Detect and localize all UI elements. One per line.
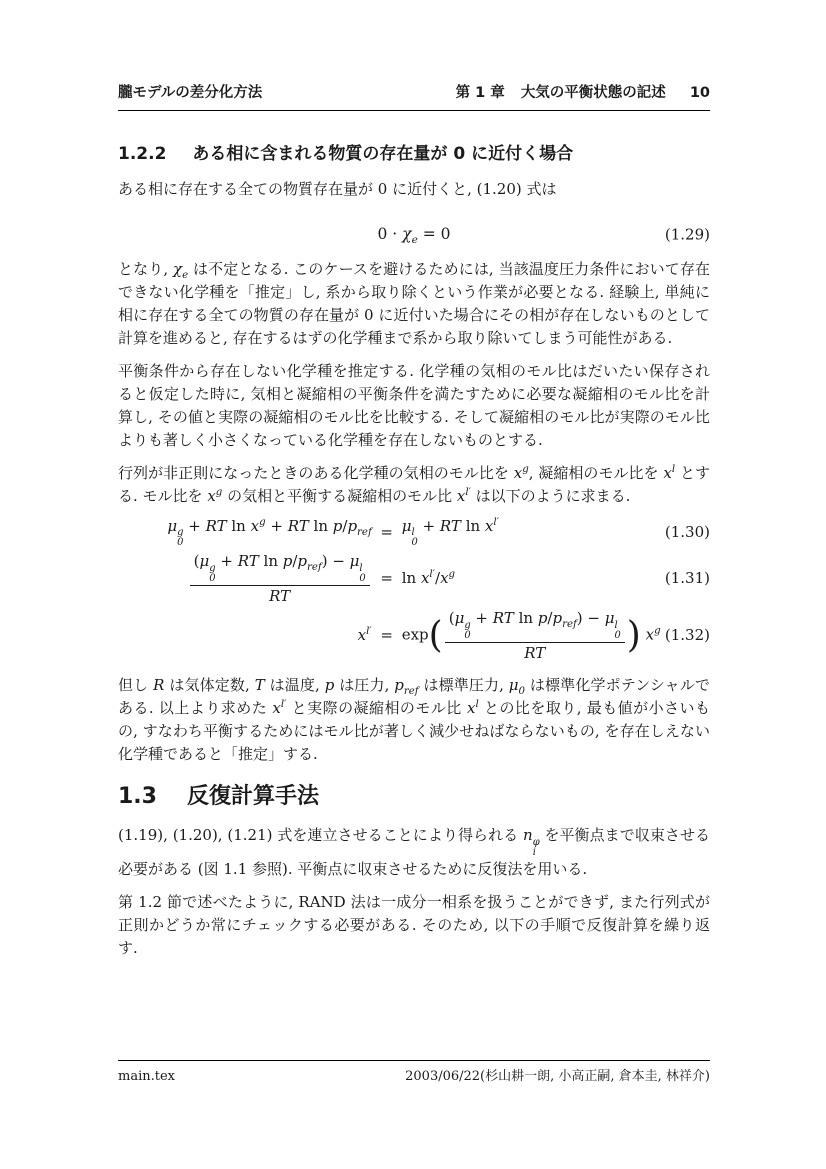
section-title: 反復計算手法: [186, 784, 319, 810]
paragraph-molar-ratio: 行列が非正則になったときのある化学種の気相のモル比を $x^g$, 凝縮相のモル比を $x^l$ とする. モル比を $x^g$ の気相と平衡する凝縮相のモル比 $x^{l'}$ は以下のように求まる.: [118, 464, 710, 505]
equation-1-32-lhs: $x^{l'}$: [357, 626, 372, 645]
footer-filename: main.tex: [118, 1069, 175, 1084]
equation-1-31-lhs: (μ g 0 + RT $\ln p/p_{ref}) - \mu$ l 0 RT: [188, 552, 372, 605]
equation-1-32-number: (1.32): [664, 626, 710, 645]
chapter-label: 第 1 章: [455, 85, 505, 101]
paragraph-estimate: 平衡条件から存在しない化学種を推定する. 化学種の気相のモル比はだいたい保存されると仮定した時に, 気相と凝縮相の平衡条件を満たすために必要な凝縮相のモル比を計算し, その値と実際の凝縮相のモル比を比較する. そして凝縮相のモル比が実際のモル比よりも著しく小さくなっている化学種を存在しないものとする.: [118, 362, 710, 449]
header-right: [456, 84, 710, 102]
section-1-2-2-heading: [118, 142, 710, 166]
section-1-3-heading: [118, 782, 710, 812]
paragraph-constants: 但し R は気体定数, T は温度, p は圧力, $p_{ref}$ は標準圧力, $\mu_0$ は標準化学ポテンシャルである. 以上より求めた $x^{l'}$ と実際の凝縮相のモル比 $x^l$ との比を取り, 最も値が小さいもの, すなわち平衡するためにはモル比が著しく減少せねばならないもの, を存在しえない化学種であると「推定」する.: [118, 676, 710, 764]
paragraph-rand-note: 第 1.2 節で述べたように, RAND 法は一成分一相系を扱うことができず, また行列式が正則かどうか常にチェックする必要がある. そのため, 以下の手順で反復計算を繰り返す.: [118, 892, 710, 957]
page-content: [118, 84, 710, 960]
chapter-title: 大気の平衡状態の記述: [520, 85, 666, 101]
footer-date-authors: 2003/06/22(杉山耕一朗, 小高正嗣, 倉本圭, 林祥介): [405, 1069, 710, 1084]
equation-1-31-number: (1.31): [664, 569, 710, 588]
equation-1-30-relation: =: [380, 522, 393, 541]
equation-1-29-body: $0 \cdot \chi_e = 0$: [377, 225, 451, 247]
page-footer: [118, 1060, 710, 1085]
page-header: [118, 84, 710, 111]
equation-1-30-lhs: μ g 0 + RT $\ln x^g$ + RT $\ln p/p_{ref}$: [167, 517, 372, 549]
section-number: 1.3: [118, 784, 157, 810]
paragraph-intro: ある相に存在する全ての物質存在量が 0 に近付くと, (1.20) 式は: [118, 180, 557, 198]
equation-array: [118, 516, 710, 662]
equation-1-31-relation: =: [380, 569, 393, 588]
running-title: 朧モデルの差分化方法: [118, 85, 263, 101]
page-number: 10: [689, 85, 710, 101]
equation-1-29-number: (1.29): [664, 225, 710, 243]
equation-1-32-relation: =: [380, 626, 393, 645]
equation-1-32-rhs: exp ( (μ g 0 + RT $\ln p/p_{ref}) - \mu$ l 0 RT ) $x^g$: [401, 609, 661, 662]
equation-1-29: [118, 223, 710, 246]
equation-1-31-rhs: $\ln x^{l'}/x^g$: [401, 569, 456, 588]
equation-1-30-rhs: μ l 0 + RT $\ln x^{l'}$: [401, 517, 499, 549]
paragraph-iteration-intro: (1.19), (1.20), (1.21) 式を連立させることにより得られる n φ i を平衡点まで収束させる必要がある (図 1.1 参照). 平衡点に収束させるために反復法を用いる.: [118, 826, 710, 878]
section-title: ある相に含まれる物質の存在量が 0 に近付く場合: [192, 144, 574, 164]
section-number: 1.2.2: [118, 144, 167, 164]
equation-1-30-number: (1.30): [664, 522, 710, 541]
paragraph-after-eq129: となり, $\chi_e$ は不定となる. このケースを避けるためには, 当該温度圧力条件において存在できない化学種を「推定」し, 系から取り除くという作業が必要となる. 経験上, 単純に相に存在する全ての物質の存在量が 0 に近付いた場合にその相が存在しないものとして計算を進めると, 存在するはずの化学種まで系から取り除いてしまう可能性がある.: [118, 260, 710, 347]
